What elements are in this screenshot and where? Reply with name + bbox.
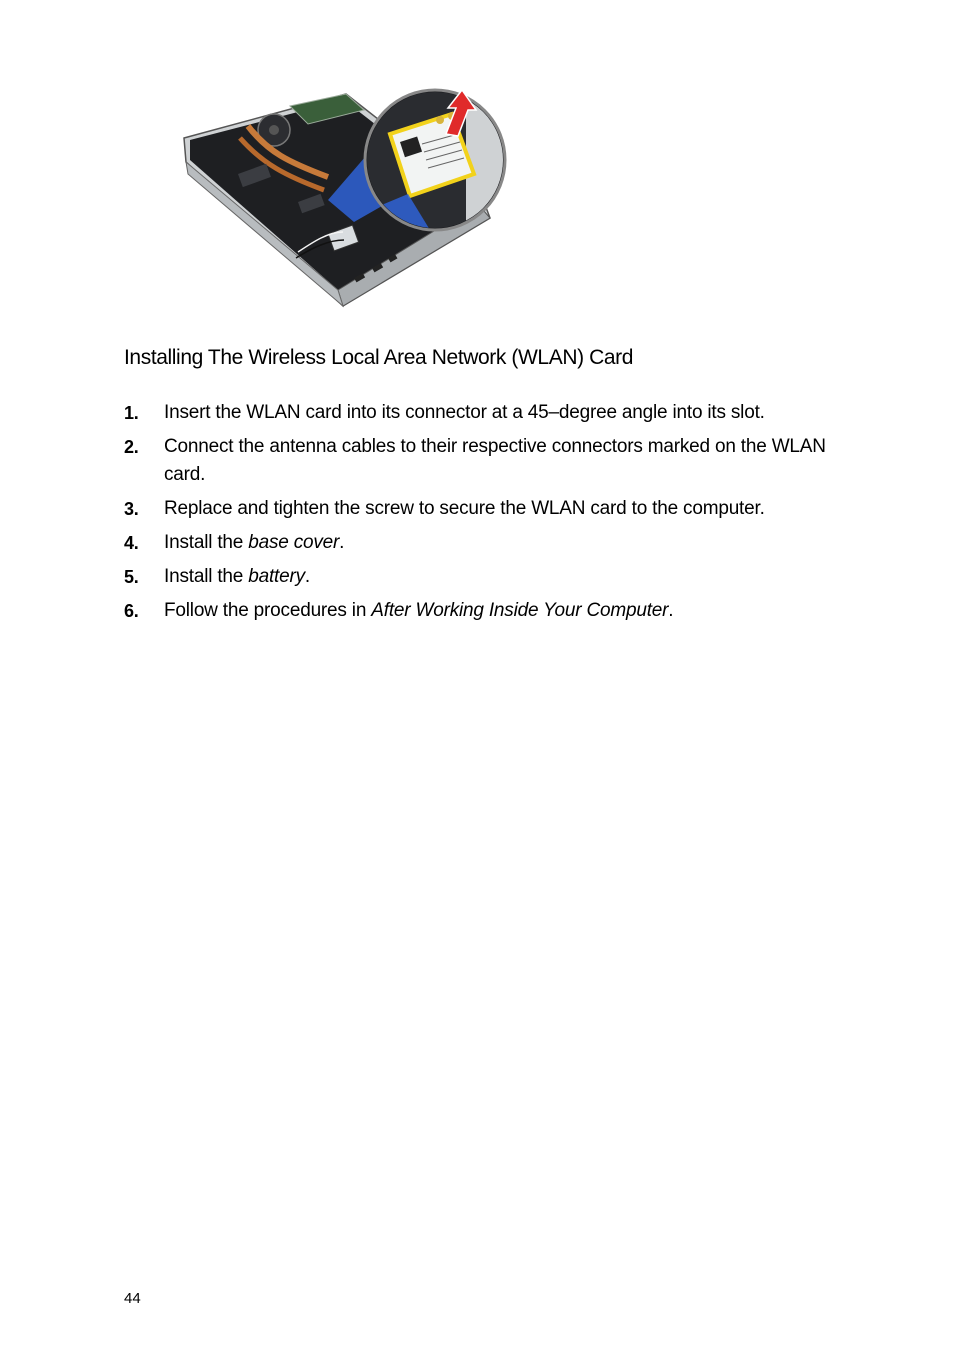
step-text-end: . [668,600,674,621]
step-text: Replace and tighten the screw to secure the WLAN card to the computer. [164,498,765,519]
step-number: 1. [124,403,139,423]
step-item [124,597,844,625]
section-heading: Installing The Wireless Local Area Network (WLAN) Card [124,346,634,369]
page-number: 44 [124,1290,141,1307]
step-item [124,563,844,591]
step-number: 6. [124,601,139,621]
step-number: 2. [124,437,139,457]
step-text: Follow the procedures in [164,600,372,621]
laptop-wlan-card-illustration [178,82,508,312]
procedure-steps [124,399,844,631]
step-item [124,495,844,523]
after-working-link[interactable]: After Working Inside Your Computer [371,600,669,621]
step-text-end: . [339,532,345,553]
step-item [124,529,844,557]
step-number: 3. [124,499,139,519]
battery-link[interactable]: battery [248,566,305,587]
step-item [124,433,844,489]
step-text: Install the [164,566,249,587]
step-item [124,399,844,427]
step-text: Insert the WLAN card into its connector at a 45–degree angle into its slot. [164,402,765,423]
step-text-end: . [304,566,310,587]
laptop-illustration-svg [178,82,508,312]
base-cover-link[interactable]: base cover [248,532,340,553]
step-text: Connect the antenna cables to their respective connectors marked on the WLAN card. [164,436,826,485]
step-number: 4. [124,533,139,553]
step-text: Install the [164,532,249,553]
step-number: 5. [124,567,139,587]
